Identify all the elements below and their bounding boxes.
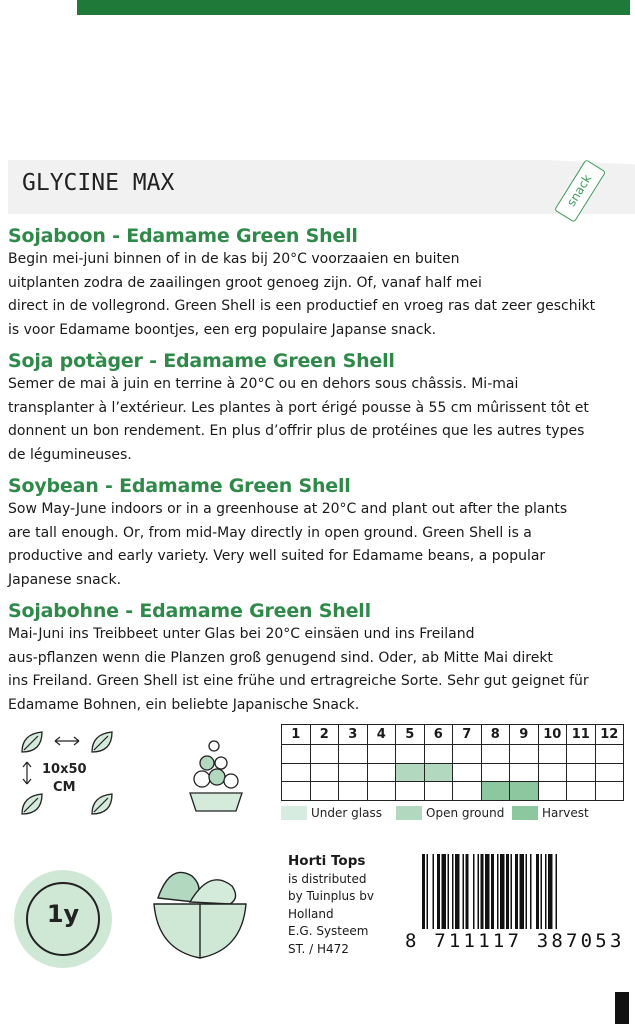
barcode-bar [515,854,518,929]
calendar-cell [310,782,339,801]
calendar-cell [310,745,339,764]
barcode-bar [497,854,499,929]
calendar-cell [282,763,311,782]
calendar-cell [510,782,539,801]
calendar-cell [367,782,396,801]
section-title: Soybean - Edamame Green Shell [8,475,351,497]
snack-tag: snack [554,159,606,223]
sowing-calendar [281,724,624,801]
section-text: Begin mei-juni binnen of in de kas bij 20°C voorzaaien en buiten uitplanten zodra de zaailingen groot genoeg zijn. Of, vanaf half mei direct in de vollegrond. Green Shell is een productief en vroeg ras dat zeer geschikt is voor Edamame boontjes, een erg populaire Japanse snack. [8,251,596,338]
legend-under-glass: Under glass [311,806,382,820]
legend-swatch-harvest [512,806,538,820]
calendar-month-10: 10 [538,725,567,745]
calendar-cell [282,782,311,801]
calendar-cell [424,763,453,782]
calendar-cell [396,763,425,782]
calendar-cell [481,745,510,764]
calendar-month-6: 6 [424,725,453,745]
barcode-bar [437,854,440,929]
calendar-month-5: 5 [396,725,425,745]
calendar-cell [282,745,311,764]
calendar-cell [510,745,539,764]
lifespan-label: 1y [46,900,80,928]
barcode-bar [500,854,505,929]
calendar-cell [567,782,596,801]
barcode-bar [473,854,475,929]
barcode-bar [478,854,480,929]
section-title: Sojaboon - Edamame Green Shell [8,225,358,247]
barcode-bar [455,854,460,929]
barcode-bar [481,854,484,929]
top-green-bar [77,0,630,15]
barcode-bar [548,854,553,929]
corner-mark [615,992,629,1024]
barcode-bar [556,854,558,929]
calendar-cell [367,763,396,782]
legend-open-ground: Open ground [426,806,505,820]
section-title: Soja potàger - Edamame Green Shell [8,350,395,372]
calendar-cell [310,763,339,782]
calendar-cell [453,763,482,782]
section-text: Mai-Juni ins Treibbeet unter Glas bei 20°C einsäen und ins Freiland aus-pflanzen wenn die Planzen groß genugend sind. Oder, ab Mitte Mai direkt ins Freiland. Green Shell ist eine frühe und ertragreiche Sorte. Sehr gut geignet für Edamame Bohnen, ein beliebte Japanische Snack. [8,626,589,713]
calendar-month-7: 7 [453,725,482,745]
section-text: Semer de mai à juin en terrine à 20°C ou en dehors sous châssis. Mi-mai transplanter à l’extérieur. Les plantes à port érigé pousse à 55 cm mûrissent tôt et donnent un bon rendement. En plus d’offrir plus de protéines que les autres types de légumineuses. [8,376,589,463]
calendar-cell [595,782,624,801]
calendar-month-11: 11 [567,725,596,745]
legend-swatch-under-glass [281,806,307,820]
section-german [8,599,630,717]
calendar-cell [538,782,567,801]
barcode [422,854,627,929]
calendar-cell [510,763,539,782]
barcode-bar [491,854,494,929]
calendar-cell [538,763,567,782]
legend-swatch-open-ground [396,806,422,820]
latin-name: GLYCINE MAX [22,170,175,196]
section-french [8,349,630,467]
calendar-month-8: 8 [481,725,510,745]
barcode-number: 8 711117 387053 [405,930,625,952]
calendar-cell [339,745,368,764]
barcode-bar [520,854,525,929]
barcode-bar [541,854,543,929]
barcode-bar [511,854,513,929]
barcode-bar [433,854,435,929]
calendar-month-12: 12 [595,725,624,745]
calendar-month-9: 9 [510,725,539,745]
section-text: Sow May-June indoors or in a greenhouse at 20°C and plant out after the plants are tall enough. Or, from mid-May directly in open ground. Green Shell is a productive and early variety. Very well suited for Edamame beans, a popular Japanese snack. [8,501,568,588]
calendar-month-2: 2 [310,725,339,745]
calendar-cell [339,782,368,801]
calendar-month-1: 1 [282,725,311,745]
distributor-info: Horti Tops is distributed by Tuinplus bv Holland E.G. Systeem ST. / H472 [288,853,374,956]
barcode-bar [545,854,547,929]
barcode-bar [485,854,490,929]
produce-bowl-icon [150,858,250,968]
calendar-cell [567,763,596,782]
barcode-bar [526,854,528,929]
section-english [8,474,630,592]
calendar-cell [481,763,510,782]
barcode-bar [466,854,469,929]
calendar-month-3: 3 [339,725,368,745]
calendar-cell [567,745,596,764]
calendar-cell [453,745,482,764]
section-dutch [8,224,630,342]
spacing-label: 10x50 CM [42,762,87,795]
barcode-bar [427,854,429,929]
barcode-bar [442,854,447,929]
barcode-bar [506,854,509,929]
calendar-cell [595,763,624,782]
barcode-bar [452,854,454,929]
calendar-month-4: 4 [367,725,396,745]
calendar-cell [538,745,567,764]
vegetable-basket-icon [186,737,246,827]
calendar-cell [367,745,396,764]
section-title: Sojabohne - Edamame Green Shell [8,600,371,622]
calendar-cell [396,745,425,764]
calendar-cell [396,782,425,801]
calendar-cell [339,763,368,782]
barcode-bar [530,854,532,929]
distributor-name: Horti Tops [288,853,366,869]
lifespan-badge [14,870,112,968]
calendar-cell [424,745,453,764]
barcode-bar [422,854,425,929]
calendar-cell [424,782,453,801]
calendar-cell [481,782,510,801]
calendar-cell [453,782,482,801]
legend-harvest: Harvest [542,806,589,820]
barcode-bar [463,854,465,929]
barcode-bar [536,854,539,929]
calendar-cell [595,745,624,764]
barcode-bar [448,854,450,929]
